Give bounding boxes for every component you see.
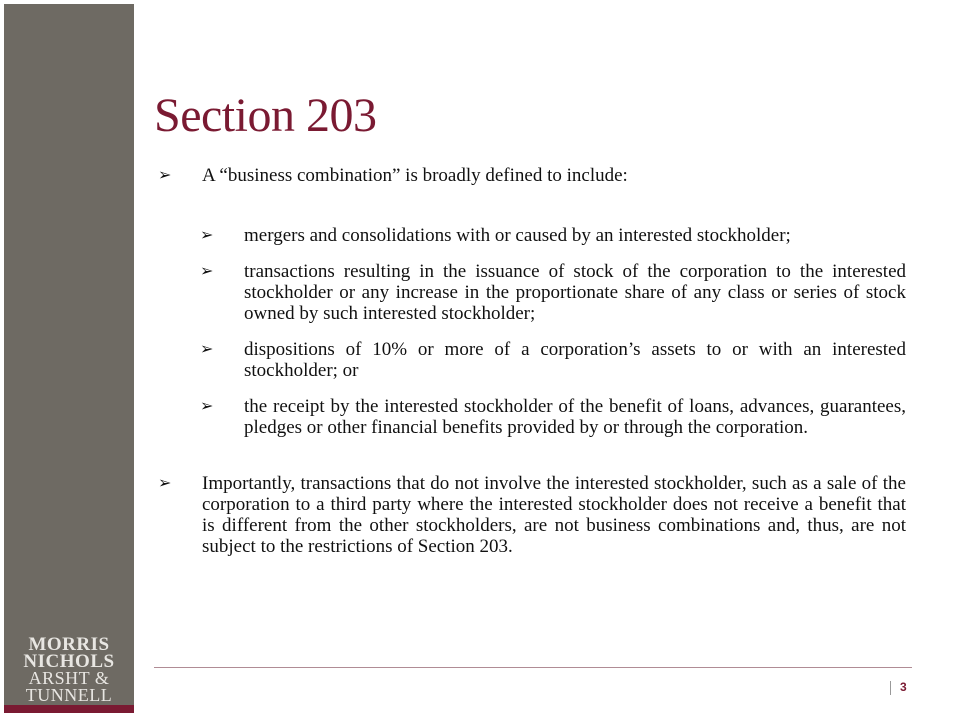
sub-bullet-item [196, 396, 906, 438]
slide-content [154, 165, 906, 557]
logo-line-4: TUNNELL [25, 685, 113, 705]
sub-bullet-text: transactions resulting in the issuance of stock of the corporation to the interested stockholder or any increase in the proportionate share of any class or series of stock owned by such interested stockholder; [244, 261, 906, 324]
sub-bullet-text: dispositions of 10% or more of a corporation’s assets to or with an interested stockholder; or [244, 339, 906, 381]
sidebar-accent-bar [4, 705, 134, 713]
bullet-arrow-icon: ➢ [200, 341, 214, 358]
logo-line-3: ARSHT & [28, 668, 110, 688]
bullet-text: Importantly, transactions that do not involve the interested stockholder, such as a sale of the corporation to a third party where the interested stockholder does not receive a benefit that is different from the other stockholders, are not business combinations and, thus, are not subject to the restrictions of Section 203. [202, 473, 906, 557]
logo-line-2: NICHOLS [23, 651, 115, 672]
firm-logo [4, 636, 134, 704]
sub-bullet-item [196, 261, 906, 324]
bullet-arrow-icon: ➢ [158, 167, 172, 184]
page-number: 3 [900, 680, 907, 694]
bullet-item [154, 473, 906, 557]
sidebar-panel [4, 4, 134, 713]
bullet-arrow-icon: ➢ [200, 398, 214, 415]
page-number-separator [890, 681, 891, 695]
bullet-text: A “business combination” is broadly defined to include: [202, 165, 628, 186]
bullet-item [154, 165, 906, 186]
sub-bullet-item [196, 339, 906, 381]
bullet-arrow-icon: ➢ [200, 263, 214, 280]
footer-divider [154, 667, 912, 668]
sub-bullet-text: the receipt by the interested stockholder of the benefit of loans, advances, guarantees, pledges or other financial benefits provided by or through the corporation. [244, 396, 906, 438]
sub-bullet-text: mergers and consolidations with or caused by an interested stockholder; [244, 225, 791, 246]
bullet-arrow-icon: ➢ [158, 475, 172, 492]
bullet-arrow-icon: ➢ [200, 227, 214, 244]
slide-title: Section 203 [154, 89, 377, 142]
sub-bullet-item [196, 225, 906, 246]
logo-line-1: MORRIS [28, 634, 110, 655]
